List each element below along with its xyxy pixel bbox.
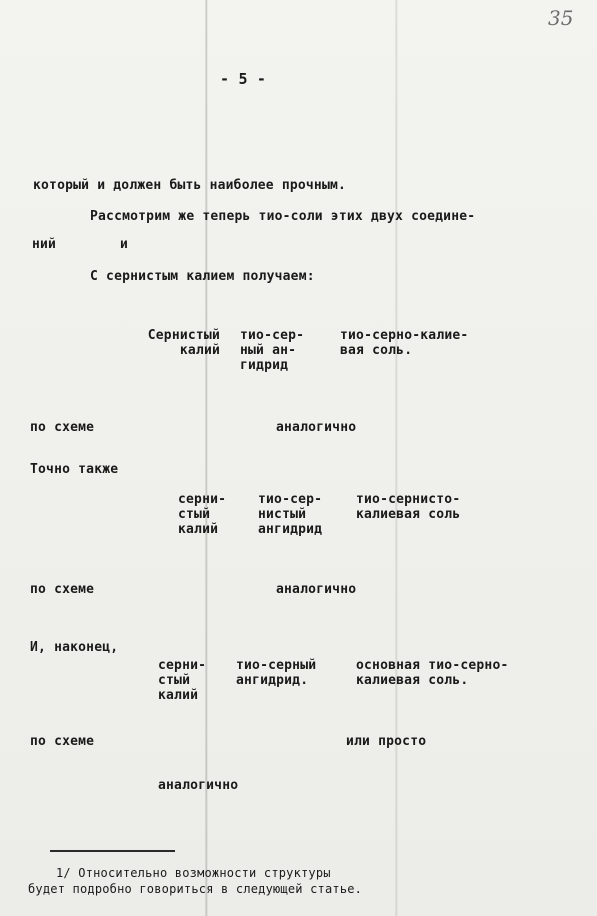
scheme1-col3 (340, 328, 468, 358)
scheme3-col1-line: серни- (158, 658, 207, 673)
scheme3-col1 (158, 658, 206, 703)
footnote-rule (50, 850, 175, 852)
text-line-1: который и должен быть наиболее прочным. (33, 178, 347, 193)
footnote-line-1: 1/ Относительно возможности структуры (56, 866, 331, 880)
text-line-3b: и (120, 237, 129, 252)
scheme1-col1-line: калий (179, 343, 220, 358)
scheme2-col1-line: серни- (178, 492, 227, 507)
scheme3-col3-line: основная тио-серно- (356, 658, 509, 673)
text-line-4: С сернистым калием получаем: (90, 269, 315, 284)
scheme1-col1 (128, 328, 220, 358)
scheme3-col3 (356, 658, 509, 688)
scheme1-col2-line: ный ан- (240, 343, 297, 358)
scheme2-col3-line: калиевая соль (356, 507, 461, 522)
text-line-3a: ний (32, 237, 57, 252)
scheme2-col2 (258, 492, 322, 537)
handwritten-page-number: 35 (548, 6, 574, 30)
page-number: - 5 - (220, 70, 267, 88)
scheme1-col3-line: тио-серно-калие- (340, 328, 469, 343)
scheme2-col3-line: тио-сернисто- (356, 492, 461, 507)
scheme3-col1-line: стый (158, 673, 191, 688)
scheme1-col3-line: вая соль. (340, 343, 413, 358)
scheme3-col3-line: калиевая соль. (356, 673, 469, 688)
scheme3-col1-line: калий (158, 688, 199, 703)
scheme2-col2-line: тио-сер- (258, 492, 323, 507)
scheme2-col1 (178, 492, 226, 537)
tochno-takzhe: Точно также (30, 462, 119, 477)
scheme2-col2-line: нистый (258, 507, 307, 522)
text-line-2: Рассмотрим же теперь тио-соли этих двух соедине- (90, 209, 476, 224)
scheme1-col2-line: тио-сер- (240, 328, 305, 343)
scheme2-col1-line: калий (178, 522, 219, 537)
analogichno-3: аналогично (158, 778, 239, 793)
scheme2-col3 (356, 492, 460, 522)
scheme2-col1-line: стый (178, 507, 211, 522)
scheme1-col2 (240, 328, 304, 373)
analogichno-2: аналогично (276, 582, 357, 597)
ili-prosto: или просто (346, 734, 427, 749)
scheme3-col2-line: тио-серный (236, 658, 317, 673)
i-nakonets: И, наконец, (30, 640, 119, 655)
po-skheme-2: по схеме (30, 582, 95, 597)
scheme1-col1-line: Сернистый (147, 328, 220, 343)
footnote-line-2: будет подробно говориться в следующей статье. (28, 882, 363, 896)
scheme1-col2-line: гидрид (240, 358, 289, 373)
scheme3-col2 (236, 658, 316, 688)
analogichno-1: аналогично (276, 420, 357, 435)
po-skheme-3: по схеме (30, 734, 95, 749)
po-skheme-1: по схеме (30, 420, 95, 435)
scheme2-col2-line: ангидрид (258, 522, 323, 537)
scheme3-col2-line: ангидрид. (236, 673, 309, 688)
